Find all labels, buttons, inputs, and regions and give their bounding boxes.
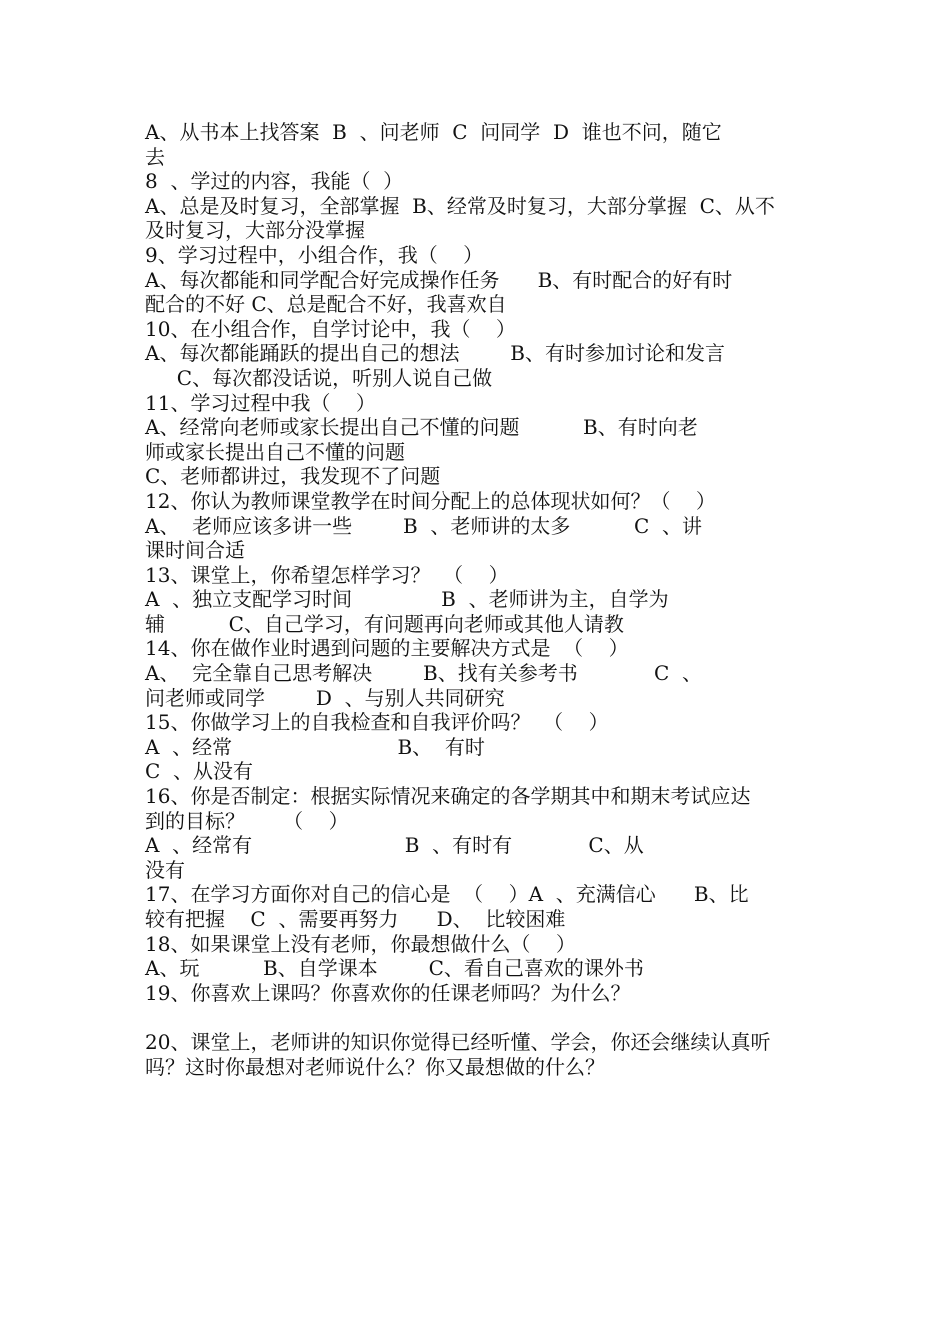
text-line: A 、经常 B、 有时: [145, 734, 485, 759]
text-line: A、 完全靠自己思考解决 B、找有关参考书 C 、: [145, 661, 703, 686]
text-line: A 、独立支配学习时间 B 、老师讲为主，自学为: [145, 587, 669, 612]
question-20: 20、课堂上，老师讲的知识你觉得已经听懂、学会，你还会继续认真听: [145, 1029, 771, 1054]
text-line: A、每次都能和同学配合好完成操作任务 B、有时配合的好有时: [145, 267, 733, 292]
text-line: 较有把握 C 、需要再努力 D、 比较困难: [145, 907, 566, 931]
question-9: 9、学习过程中，小组合作，我（ ）: [145, 242, 484, 267]
text-line: 问老师或同学 D 、与别人共同研究: [145, 685, 505, 710]
text-line: A、玩 B、自学课本 C、看自己喜欢的课外书: [145, 956, 644, 981]
question-12: 12、你认为教师课堂教学在时间分配上的总体现状如何？（ ）: [145, 488, 716, 513]
question-19: 19、你喜欢上课吗？你喜欢你的任课老师吗？为什么？: [145, 980, 631, 1005]
text-line: 师或家长提出自己不懂的问题: [145, 439, 405, 464]
text-line: A 、经常有 B 、有时有 C、从: [145, 833, 644, 858]
text-line: 到的目标？ （ ）: [145, 808, 349, 833]
text-line: 及时复习，大部分没掌握: [145, 218, 365, 243]
text-line: A、从书本上找答案 B 、问老师 C 问同学 D 谁也不问，随它: [145, 120, 722, 144]
text-line: 配合的不好 C、总是配合不好，我喜欢自: [145, 292, 507, 317]
question-13: 13、课堂上，你希望怎样学习？ （ ）: [145, 562, 509, 587]
question-11: 11、学习过程中我（ ）: [145, 390, 376, 415]
text-line: A、总是及时复习，全部掌握 B、经常及时复习，大部分掌握 C、从不: [145, 193, 775, 218]
text-line: 吗？这时你最想对老师说什么？你又最想做的什么？: [145, 1054, 605, 1079]
text-line: C、每次都没话说，听别人说自己做: [145, 365, 493, 390]
text-line: A、经常向老师或家长提出自己不懂的问题 B、有时向老: [145, 415, 698, 440]
question-16: 16、你是否制定：根据实际情况来确定的各学期其中和期末考试应达: [145, 784, 751, 809]
questionnaire-page: [145, 120, 810, 1079]
text-line: C 、从没有: [145, 759, 254, 784]
question-8: 8 、学过的内容，我能（ ）: [145, 169, 404, 194]
text-line: A、每次都能踊跃的提出自己的想法 B、有时参加讨论和发言: [145, 341, 725, 366]
question-10: 10、在小组合作，自学讨论中，我（ ）: [145, 316, 516, 341]
text-line: 课时间合适: [145, 538, 245, 563]
question-18: 18、如果课堂上没有老师，你最想做什么（ ）: [145, 931, 576, 956]
text-line: 没有: [145, 857, 185, 882]
question-14: 14、你在做作业时遇到问题的主要解决方式是 （ ）: [145, 636, 629, 661]
text-line: 去: [145, 144, 165, 169]
question-17: 17、在学习方面你对自己的信心是 （ ）A 、充满信心 B、比: [145, 882, 749, 907]
text-line: A、 老师应该多讲一些 B 、老师讲的太多 C 、讲: [145, 513, 703, 538]
question-15: 15、你做学习上的自我检查和自我评价吗？ （ ）: [145, 710, 609, 735]
blank-line: [145, 1005, 810, 1030]
text-line: C、老师都讲过，我发现不了问题: [145, 464, 441, 489]
text-line: 辅 C、自己学习，有问题再向老师或其他人请教: [145, 611, 624, 636]
